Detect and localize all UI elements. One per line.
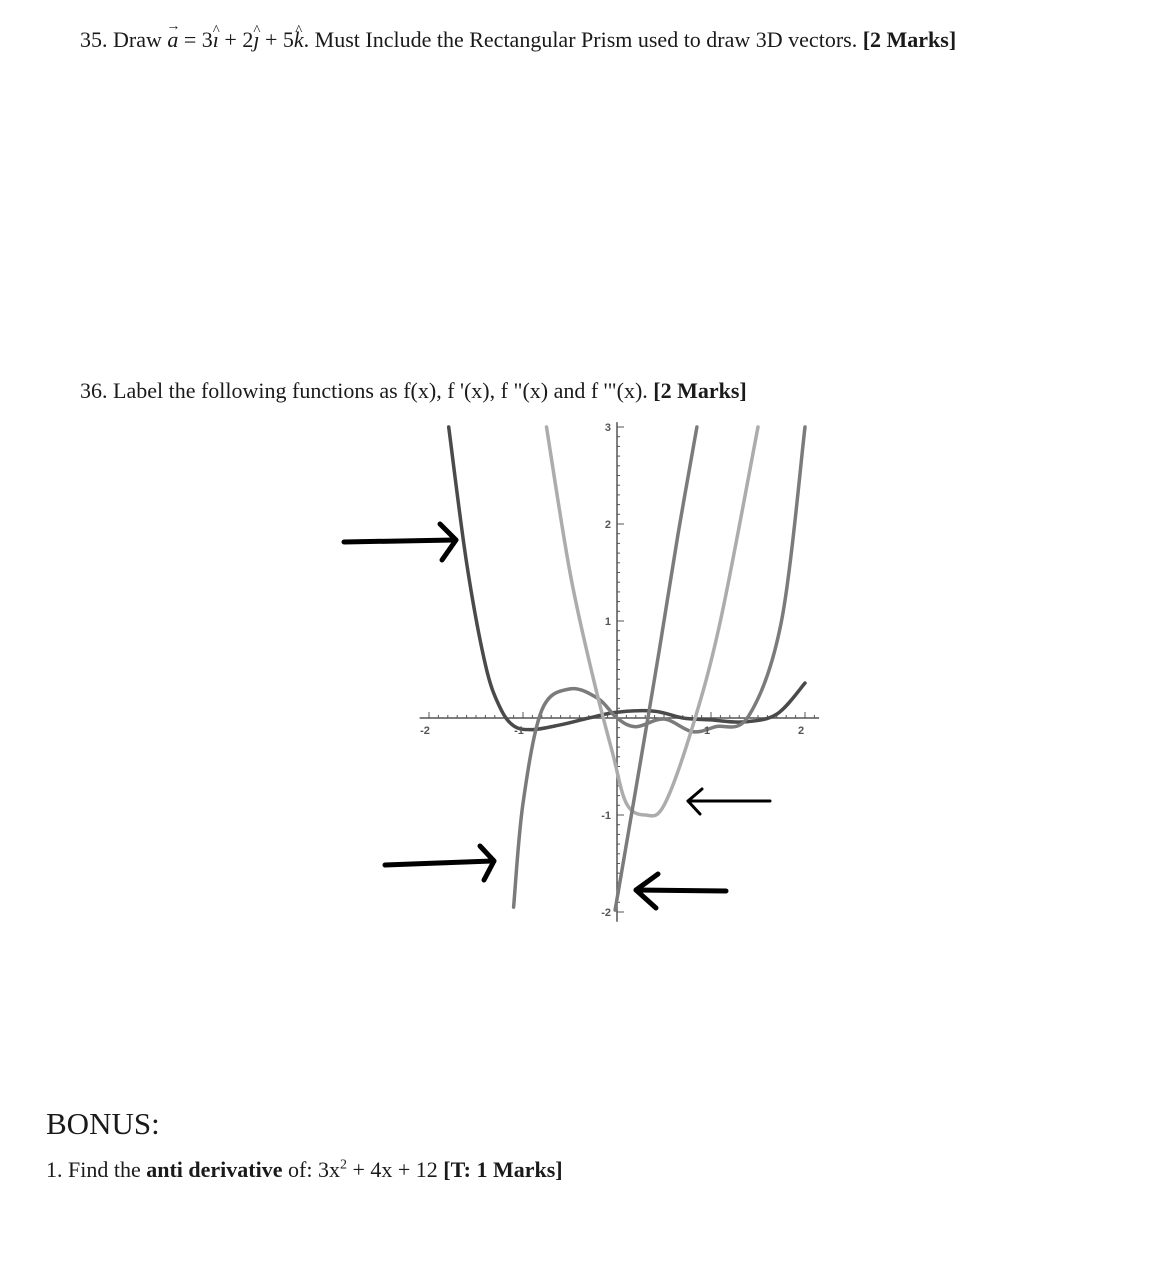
x-tick-label: 2 [797, 725, 805, 737]
bonus-question-1 [46, 1156, 563, 1184]
coef-k: 5 [282, 27, 294, 52]
unit-vector-i: ı ^ [213, 26, 219, 54]
marks-label: [2 Marks] [653, 378, 747, 403]
x-tick-label: 1 [703, 725, 711, 737]
marks-label: [2 Marks] [862, 27, 957, 52]
question-35 [80, 26, 956, 54]
series-curve-c [547, 427, 759, 816]
marks-label: [T: 1 Marks] [443, 1157, 563, 1182]
y-tick-label: -1 [601, 810, 611, 822]
vector-a: a → [167, 26, 178, 54]
arrow-top-left [344, 524, 456, 560]
function-curves [449, 427, 805, 910]
y-tick-label: 3 [604, 422, 611, 434]
question-number: 1. [46, 1157, 63, 1182]
y-tick-label: -2 [601, 907, 611, 919]
question-text: . Must Include the Rectangular Prism used to draw 3D vectors. [303, 27, 858, 52]
exponent: 2 [339, 1157, 347, 1173]
question-number: 35. [80, 27, 108, 52]
x-tick-label: -2 [420, 725, 430, 737]
question-36 [80, 377, 747, 405]
expression-tail: + 4x + 12 [352, 1157, 438, 1182]
unit-vector-j: ȷ ^ [253, 26, 259, 54]
question-text: Label the following functions as f(x), f '(x), f "(x) and f '"(x). [113, 378, 648, 403]
unit-vector-k: k ^ [294, 26, 304, 54]
series-curve-d [615, 427, 697, 910]
bonus-heading: BONUS: [46, 1106, 160, 1141]
x-tick-label: -1 [514, 725, 524, 737]
coef-j: 2 [242, 27, 254, 52]
derivative-graph [330, 420, 820, 930]
y-tick-label: 1 [604, 616, 611, 628]
anti-derivative-term: anti derivative [146, 1157, 283, 1182]
plus-sign: + [224, 27, 237, 52]
expression-start: of: 3x [288, 1157, 340, 1182]
coef-i: 3 [201, 27, 213, 52]
question-lead: Draw [113, 27, 162, 52]
plus-sign: + [264, 27, 278, 52]
arrow-bottom-right [636, 874, 726, 908]
series-curve-a [449, 427, 805, 730]
label-arrows [344, 524, 770, 908]
question-number: 36. [80, 378, 108, 403]
arrow-mid-right [688, 789, 770, 814]
equals-sign: = [183, 27, 197, 52]
y-tick-label: 2 [604, 519, 611, 531]
question-lead: Find the [68, 1157, 141, 1182]
arrow-bottom-left [385, 846, 494, 880]
